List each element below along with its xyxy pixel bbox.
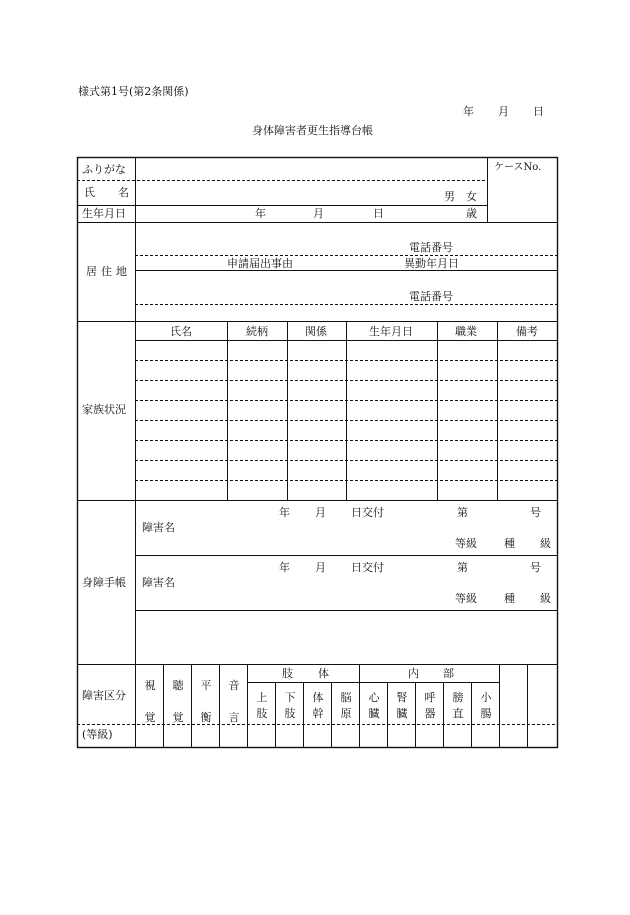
handbook-1-month: 月 <box>315 506 326 519</box>
sex-male[interactable]: 男 <box>444 190 455 203</box>
internal-header-2: 部 <box>443 667 454 680</box>
category-col-speech: 音 言 <box>228 679 240 724</box>
handbook-2-class: 級 <box>540 592 551 605</box>
category-col-lower-limb: 下 肢 <box>284 691 296 720</box>
birth-day: 日 <box>373 207 384 220</box>
handbook-1-class: 級 <box>540 537 551 550</box>
case-number-label: ケースNo. <box>494 162 542 173</box>
birth-label: 生年月日 <box>82 207 126 220</box>
sex-female[interactable]: 女 <box>466 190 477 203</box>
handbook-1-grade: 等級 <box>455 537 477 550</box>
category-grade-label: (等級) <box>82 728 113 741</box>
form-number: 様式第1号(第2条関係) <box>78 85 189 98</box>
address-phone-2: 電話番号 <box>409 290 453 303</box>
page-title: 身体障害者更生指導台帳 <box>252 124 373 137</box>
handbook-2-no: 第 <box>457 561 468 574</box>
handbook-2-issued: 日交付 <box>351 561 384 574</box>
category-col-vision: 視 覚 <box>144 679 156 724</box>
category-col-kidney: 腎 臓 <box>396 691 408 720</box>
handbook-2-month: 月 <box>315 561 326 574</box>
limb-header-1: 肢 <box>282 667 293 680</box>
handbook-1-type: 種 <box>504 537 515 550</box>
name-label-2: 名 <box>118 186 129 199</box>
handbook-1-go: 号 <box>530 506 541 519</box>
handbook-2-type: 種 <box>504 592 515 605</box>
family-header-remarks: 備考 <box>516 325 538 338</box>
handbook-1-no: 第 <box>457 506 468 519</box>
category-col-upper-limb: 上 肢 <box>256 691 268 720</box>
furigana-label: ふりがな <box>82 163 126 176</box>
category-col-brain: 脳 原 <box>340 691 352 720</box>
category-col-heart: 心 臓 <box>368 691 380 720</box>
family-header-name: 氏名 <box>170 325 192 338</box>
birth-year: 年 <box>255 207 266 220</box>
category-col-respiratory: 呼 器 <box>424 691 436 720</box>
category-col-trunk: 体 幹 <box>312 691 324 720</box>
name-label-1: 氏 <box>84 186 95 199</box>
header-date-day: 日 <box>533 105 544 118</box>
header-date-month: 月 <box>498 105 509 118</box>
family-header-relationship: 関係 <box>305 325 327 338</box>
handbook-2-disability: 障害名 <box>142 576 175 589</box>
handbook-1-year: 年 <box>279 506 290 519</box>
family-header-occupation: 職業 <box>455 325 477 338</box>
family-header-birthdate: 生年月日 <box>369 325 413 338</box>
address-label: 居住地 <box>86 265 131 278</box>
category-col-bladder: 膀 直 <box>452 691 464 720</box>
handbook-2-grade: 等級 <box>455 592 477 605</box>
category-label: 障害区分 <box>82 689 126 702</box>
change-date-label: 異動年月日 <box>404 257 459 270</box>
category-col-hearing: 聴 覚 <box>172 679 184 724</box>
application-reason-label: 申請届出事由 <box>227 257 293 270</box>
internal-header-1: 内 <box>408 667 419 680</box>
header-date-year: 年 <box>463 105 474 118</box>
family-label: 家族状況 <box>82 403 126 416</box>
handbook-2-year: 年 <box>279 561 290 574</box>
category-col-small-intestine: 小 腸 <box>480 691 492 720</box>
family-header-relation: 続柄 <box>246 325 268 338</box>
handbook-1-disability: 障害名 <box>142 521 175 534</box>
handbook-2-go: 号 <box>530 561 541 574</box>
birth-month: 月 <box>313 207 324 220</box>
limb-header-2: 体 <box>318 667 329 680</box>
birth-age: 歳 <box>466 207 477 220</box>
category-col-balance: 平 衡 <box>200 679 212 724</box>
handbook-1-issued: 日交付 <box>351 506 384 519</box>
address-phone-1: 電話番号 <box>409 241 453 254</box>
handbook-label: 身障手帳 <box>82 576 126 589</box>
